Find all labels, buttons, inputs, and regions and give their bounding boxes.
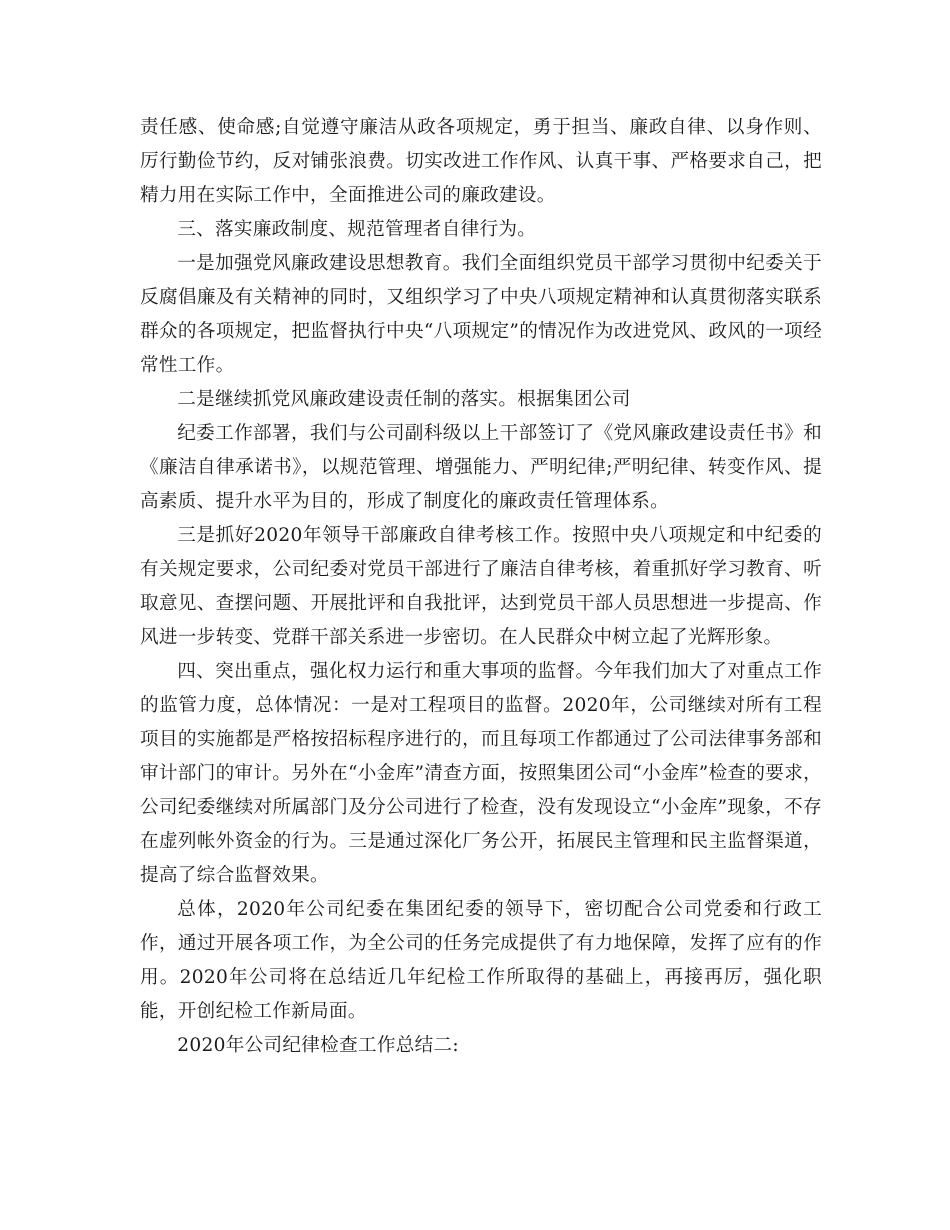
paragraph-summary: 总体，2020年公司纪委在集团纪委的领导下，密切配合公司党委和行政工作，通过开展各项工作，为全公司的任务完成提供了有力地保障，发挥了应有的作用。2020年公司将在总结近几年纪检工作所取得的基础上，再接再厉，强化职能，开创纪检工作新局面。 [140, 899, 822, 1022]
summary-two-heading: 2020年公司纪律检查工作总结二: [177, 1035, 459, 1056]
paragraph-continuation: 责任感、使命感;自觉遵守廉洁从政各项规定，勇于担当、廉政自律、以身作则、厉行勤俭节约，反对铺张浪费。切实改进工作作风、认真干事、严格要求自己，把精力用在实际工作中，全面推进公司的廉政建设。 [140, 117, 822, 206]
paragraph-assessment: 三是抓好2020年领导干部廉政自律考核工作。按照中央八项规定和中纪委的有关规定要求，公司纪委对党员干部进行了廉洁自律考核，着重抓好学习教育、听取意见、查摆问题、开展批评和自我批评，达到党员干部人员思想进一步提高、作风进一步转变、党群干部关系进一步密切。在人民群众中树立起了光辉形象。 [140, 525, 822, 648]
paragraph-responsibility: 二是继续抓党风廉政建设责任制的落实。根据集团公司 [177, 389, 631, 410]
paragraph-education: 一是加强党风廉政建设思想教育。我们全面组织党员干部学习贯彻中纪委关于反腐倡廉及有关精神的同时，又组织学习了中央八项规定精神和认真贯彻落实联系群众的各项规定，把监督执行中央“八项规定”的情况作为改进党风、政风的一项经常性工作。 [140, 253, 822, 376]
paragraph-deployment: 纪委工作部署，我们与公司副科级以上干部签订了《党风廉政建设责任书》和《廉洁自律承诺书》，以规范管理、增强能力、严明纪律;严明纪律、转变作风、提高素质、提升水平为目的，形成了制度化的廉政责任管理体系。 [140, 423, 822, 512]
section-heading-four: 四、突出重点，强化权力运行和重大事项的监督。今年我们加大了对重点工作的监管力度，总体情况：一是对工程项目的监督。2020年，公司继续对所有工程项目的实施都是严格按招标程序进行的，而且每项工作都通过了公司法律事务部和审计部门的审计。另外在“小金库”清查方面，按照集团公司“小金库”检查的要求，公司纪委继续对所属部门及分公司进行了检查，没有发现设立“小金库”现象，不存在虚列帐外资金的行为。三是通过深化厂务公开，拓展民主管理和民主监督渠道，提高了综合监督效果。 [140, 661, 822, 886]
section-heading-three: 三、落实廉政制度、规范管理者自律行为。 [177, 219, 537, 240]
